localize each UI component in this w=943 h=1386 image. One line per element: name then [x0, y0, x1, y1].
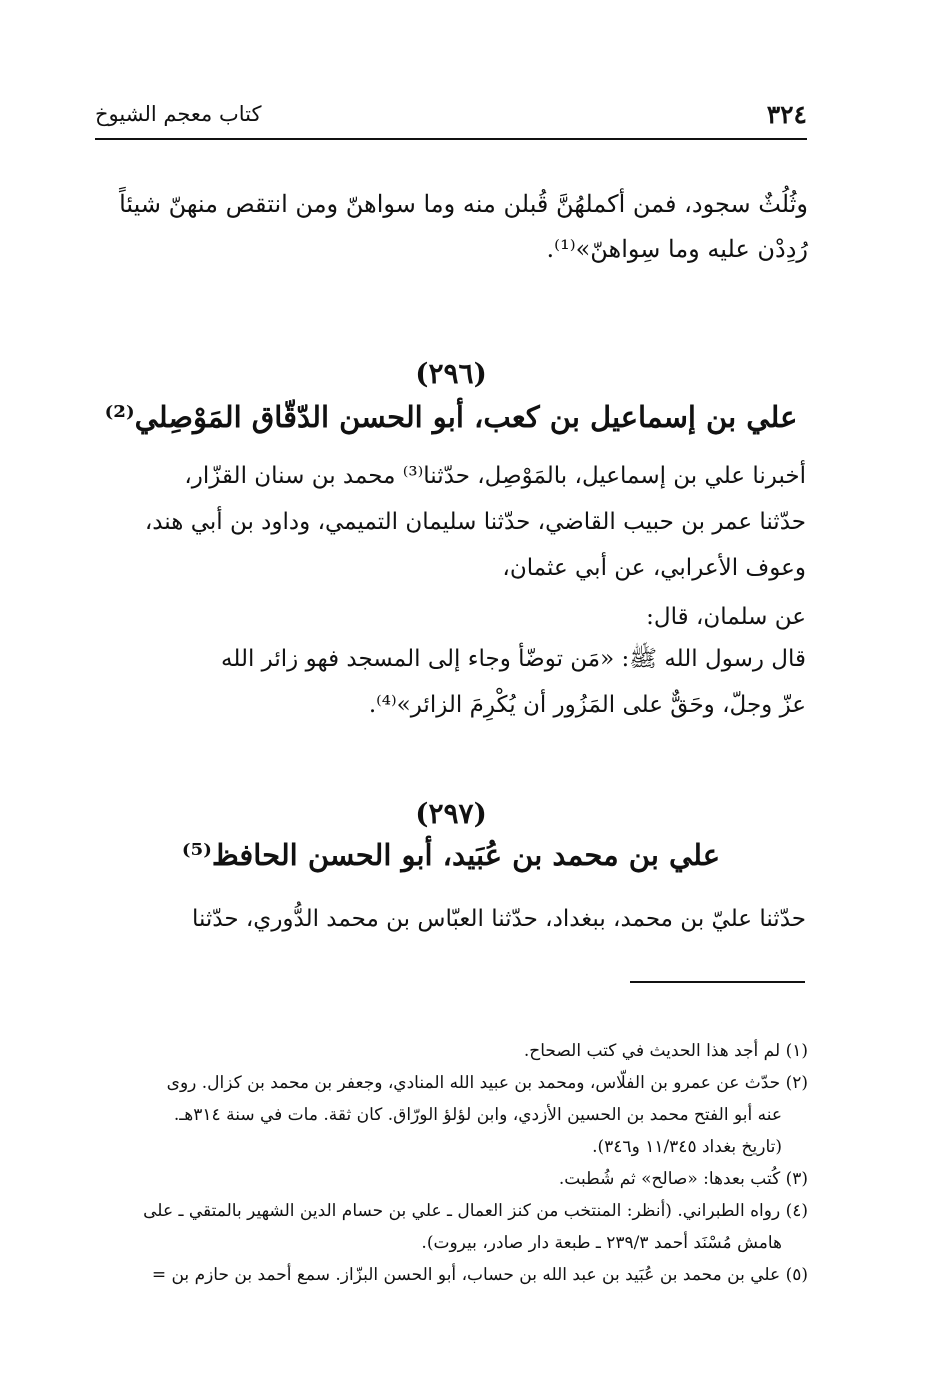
entry-title-296: علي بن إسماعيل بن كعب، أبو الحسن الدّقّاق المَوْصِلي⁽²⁾	[104, 400, 798, 434]
running-title: كتاب معجم الشيوخ	[95, 102, 262, 126]
text-line: حدّثنا عمر بن حبيب القاضي، حدّثنا سليمان التميمي، وداود بن أبي هند،	[144, 509, 806, 535]
text-line: أخبرنا علي بن إسماعيل، بالمَوْصِل، حدّثنا⁽³⁾ محمد بن سنان القزّار،	[184, 463, 806, 489]
entry-296-narrator	[116, 594, 806, 640]
text-line: عن سلمان، قال:	[646, 604, 806, 630]
footnote-separator	[630, 981, 805, 983]
entry-number-296: (٢٩٦)	[415, 357, 487, 390]
page-number: ٣٢٤	[766, 100, 807, 129]
entry-number-297: (٢٩٧)	[415, 797, 487, 830]
text-line: وعوف الأعرابي، عن أبي عثمان،	[502, 555, 806, 581]
entry-297-isnad	[116, 896, 806, 942]
footnote-2-cont: عنه أبو الفتح محمد بن الحسين الأزدي، وابن لؤلؤ الورّاق. كان ثقة. مات في سنة ٣١٤هـ.	[173, 1105, 782, 1125]
text-line: عزّ وجلّ، وحَقٌّ على المَزُور أن يُكْرِمَ الزائر»⁽⁴⁾.	[368, 692, 806, 718]
footnote-2-cont: (تاريخ بغداد ١١/٣٤٥ و٣٤٦).	[592, 1137, 782, 1157]
page-header	[95, 98, 807, 140]
intro-paragraph	[113, 182, 808, 272]
footnote-1: (١) لم أجد هذا الحديث في كتب الصحاح.	[523, 1041, 808, 1061]
footnotes	[108, 1035, 808, 1291]
footnote-2: (٢) حدّث عن عمرو بن الفلّاس، ومحمد بن عبيد الله المنادي، وجعفر بن محمد بن كزال. روى	[166, 1073, 808, 1093]
entry-title-297: علي بن محمد بن عُبَيد، أبو الحسن الحافظ⁽⁵⁾	[181, 838, 721, 872]
footnote-5: (٥) علي بن محمد بن عُبَيد بن عبد الله بن حساب، أبو الحسن البزّاز. سمع أحمد بن حازم بن =	[151, 1265, 808, 1285]
intro-line: رُدِدْن عليه وما سِواهنّ»⁽¹⁾.	[546, 235, 808, 263]
entry-296-hadith	[116, 636, 806, 728]
footnote-4: (٤) رواه الطبراني. (أنظر: المنتخب من كنز العمال ـ علي بن حسام الدين الشهير بالمتقي ـ على	[143, 1201, 808, 1221]
footnote-3: (٣) كُتب بعدها: «صالح» ثم شُطبت.	[558, 1169, 808, 1189]
footnote-4-cont: هامش مُسْنَد أحمد ٢٣٩/٣ ـ طبعة دار صادر، بيروت).	[421, 1233, 782, 1253]
text-line: قال رسول الله ﷺ: «مَن توضّأ وجاء إلى المسجد فهو زائر الله	[221, 646, 806, 672]
entry-296-isnad	[116, 453, 806, 591]
intro-line: وثُلُثٌ سجود، فمن أكملهُنَّ قُبلن منه وما سواهنّ ومن انتقص منهنّ شيئاً	[119, 190, 808, 218]
text-line: حدّثنا عليّ بن محمد، ببغداد، حدّثنا العبّاس بن محمد الدُّوري، حدّثنا	[191, 906, 806, 932]
